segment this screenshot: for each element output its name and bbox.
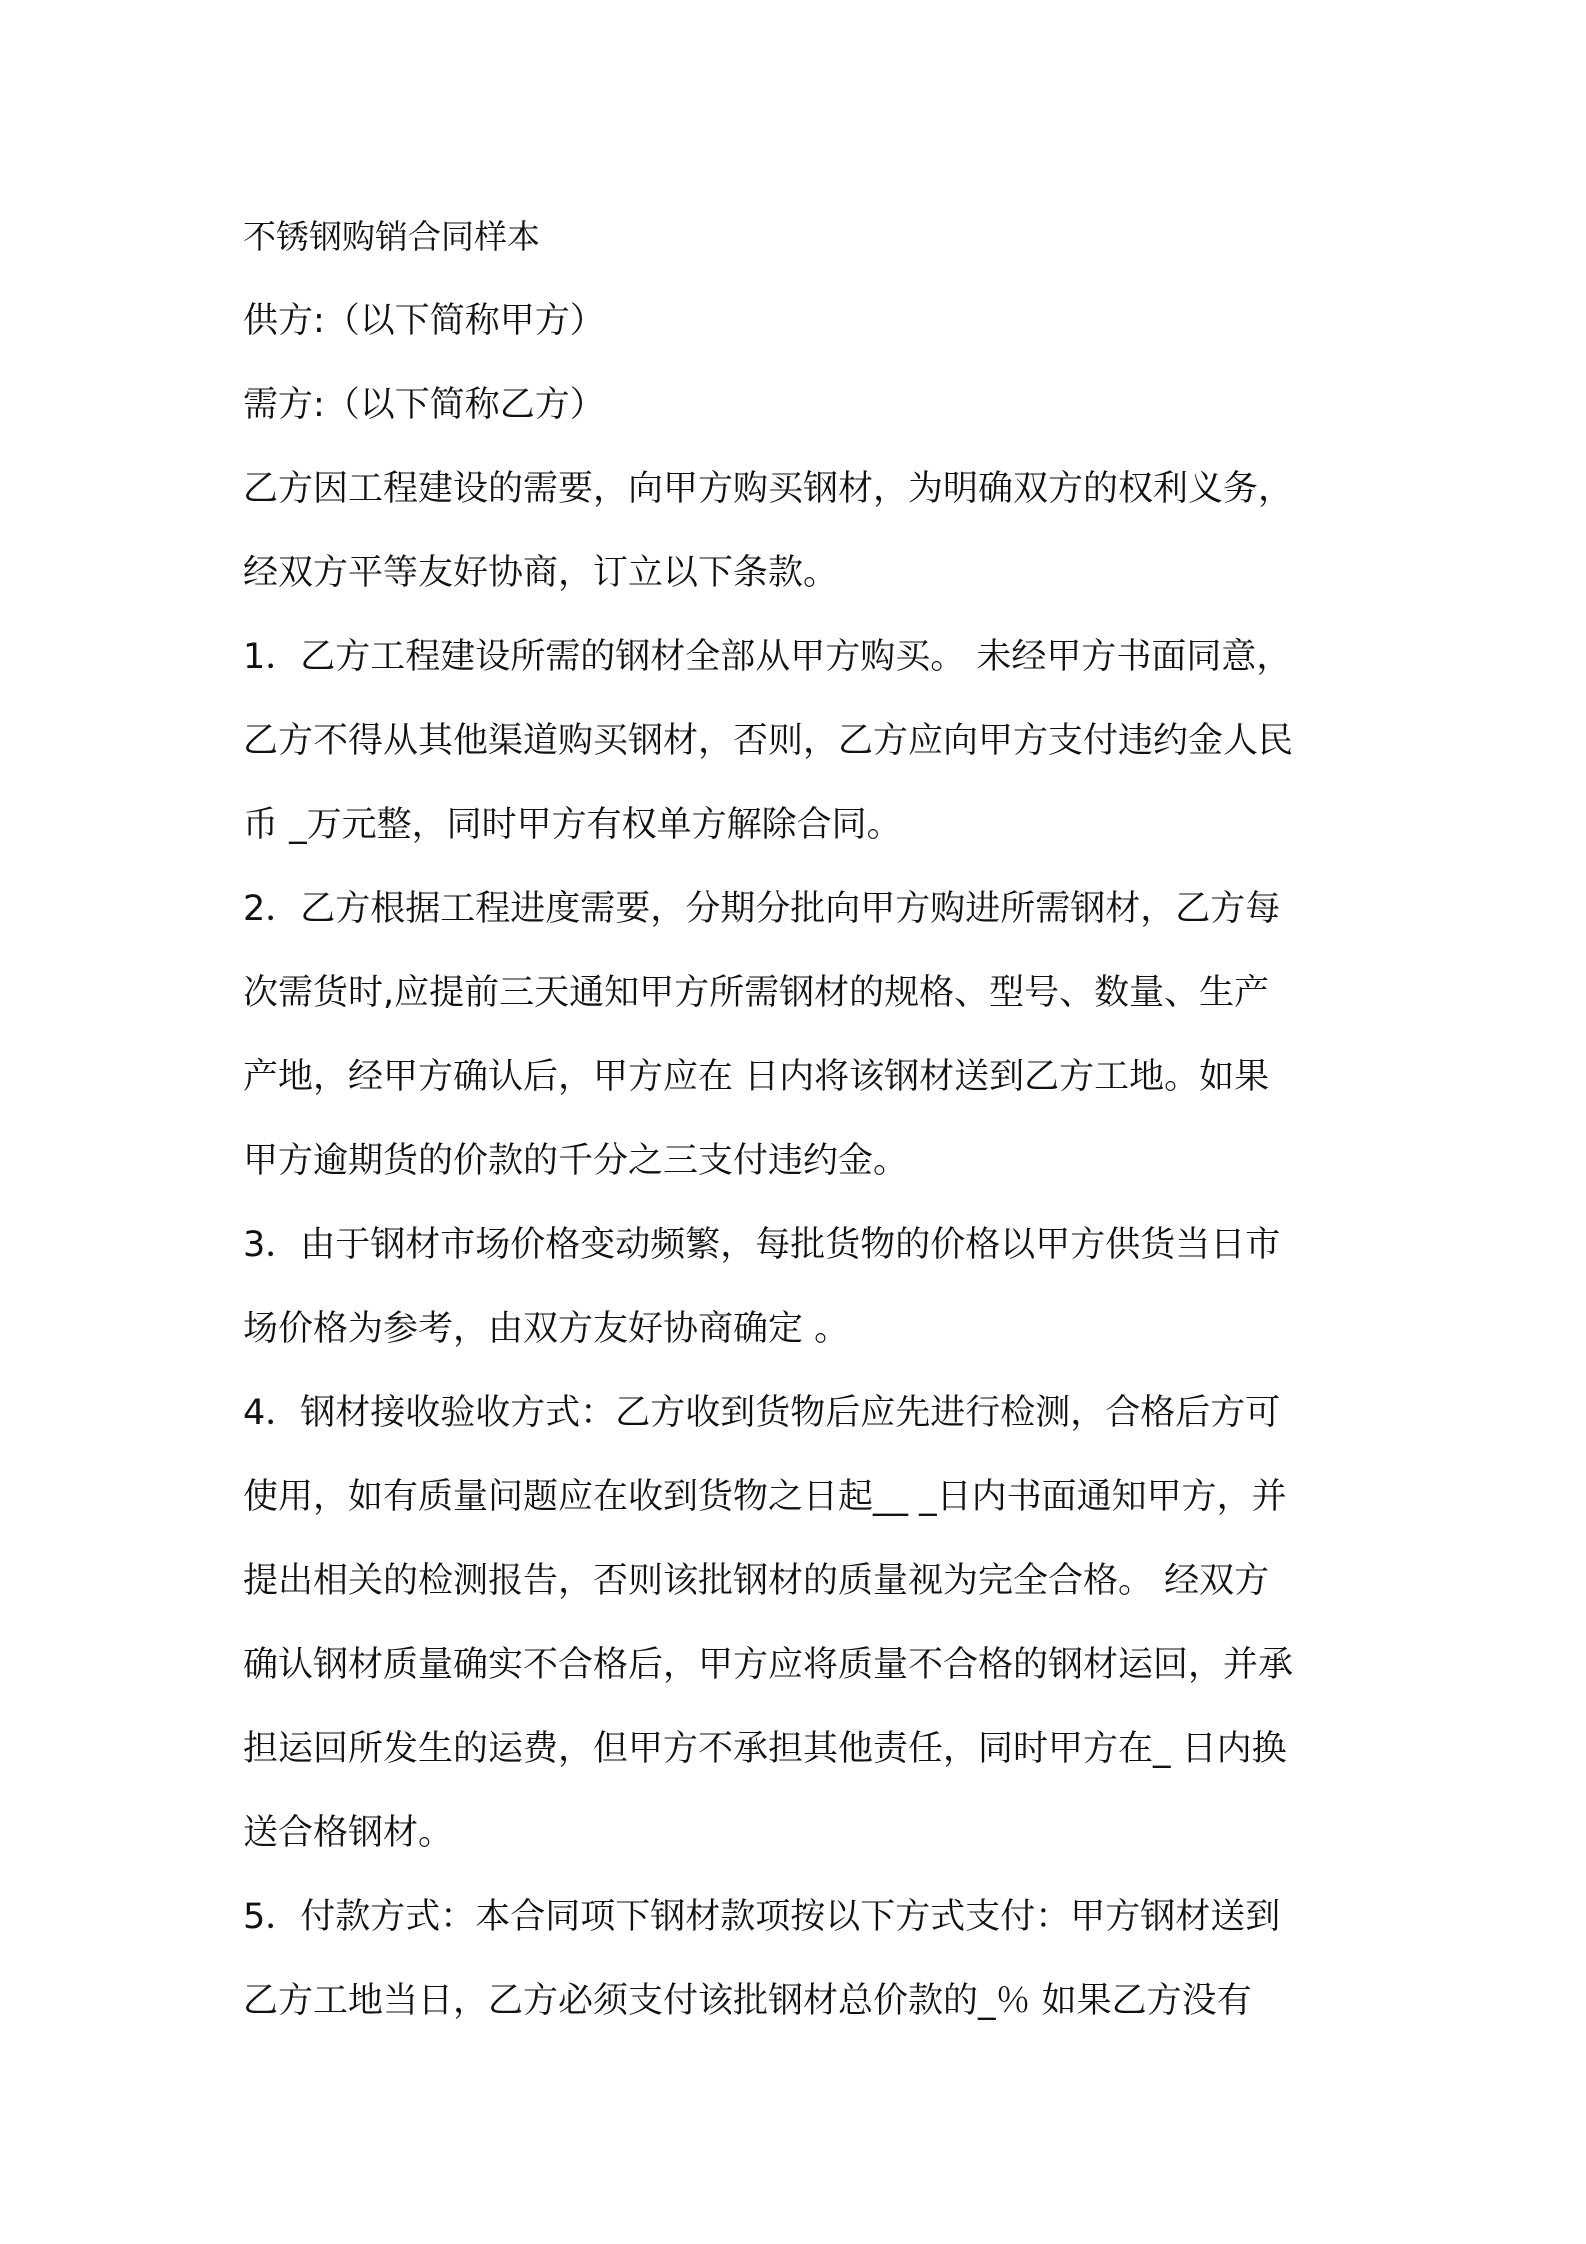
- buyer-line: 需方:（以下简称乙方）: [243, 385, 605, 425]
- clause-4-line-6: 送合格钢材。: [243, 1813, 454, 1853]
- supplier-line: 供方:（以下简称甲方）: [243, 301, 605, 341]
- clause-1-line-3: 币 _万元整，同时甲方有权单方解除合同。: [243, 805, 902, 845]
- preamble-line-1: 乙方因工程建设的需要，向甲方购买钢材，为明确双方的权利义务，: [243, 469, 1294, 509]
- preamble-line-2: 经双方平等友好协商，订立以下条款。: [243, 553, 839, 593]
- clause-4-line-1: 4．钢材接收验收方式：乙方收到货物后应先进行检测，合格后方可: [243, 1393, 1281, 1433]
- clause-1-line-1: 1．乙方工程建设所需的钢材全部从甲方购买。 未经甲方书面同意，: [243, 637, 1292, 677]
- clause-3-line-2: 场价格为参考，由双方友好协商确定 。: [243, 1309, 850, 1349]
- clause-3-line-1: 3．由于钢材市场价格变动频繁，每批货物的价格以甲方供货当日市: [243, 1225, 1281, 1265]
- clause-5-line-1: 5．付款方式：本合同项下钢材款项按以下方式支付：甲方钢材送到: [243, 1897, 1281, 1937]
- clause-1-line-2: 乙方不得从其他渠道购买钢材，否则，乙方应向甲方支付违约金人民: [243, 721, 1294, 761]
- clause-4-line-3: 提出相关的检测报告，否则该批钢材的质量视为完全合格。 经双方: [243, 1561, 1270, 1601]
- document-title: 不锈钢购销合同样本: [243, 217, 540, 256]
- clause-2-line-4: 甲方逾期货的价款的千分之三支付违约金。: [243, 1141, 909, 1181]
- clause-4-line-5: 担运回所发生的运费，但甲方不承担其他责任，同时甲方在_ 日内换: [243, 1729, 1287, 1769]
- clause-2-line-1: 2．乙方根据工程进度需要，分期分批向甲方购进所需钢材，乙方每: [243, 889, 1281, 929]
- clause-4-line-2: 使用，如有质量问题应在收到货物之日起__ _日内书面通知甲方，并: [243, 1477, 1287, 1517]
- clause-4-line-4: 确认钢材质量确实不合格后，甲方应将质量不合格的钢材运回，并承: [243, 1645, 1294, 1685]
- clause-2-line-3: 产地，经甲方确认后，甲方应在 日内将该钢材送到乙方工地。如果: [243, 1057, 1270, 1097]
- clause-2-line-2: 次需货时,应提前三天通知甲方所需钢材的规格、型号、数量、生产: [243, 973, 1270, 1013]
- clause-5-line-2: 乙方工地当日，乙方必须支付该批钢材总价款的_％ 如果乙方没有: [243, 1981, 1252, 2021]
- document-body: [243, 195, 1363, 2043]
